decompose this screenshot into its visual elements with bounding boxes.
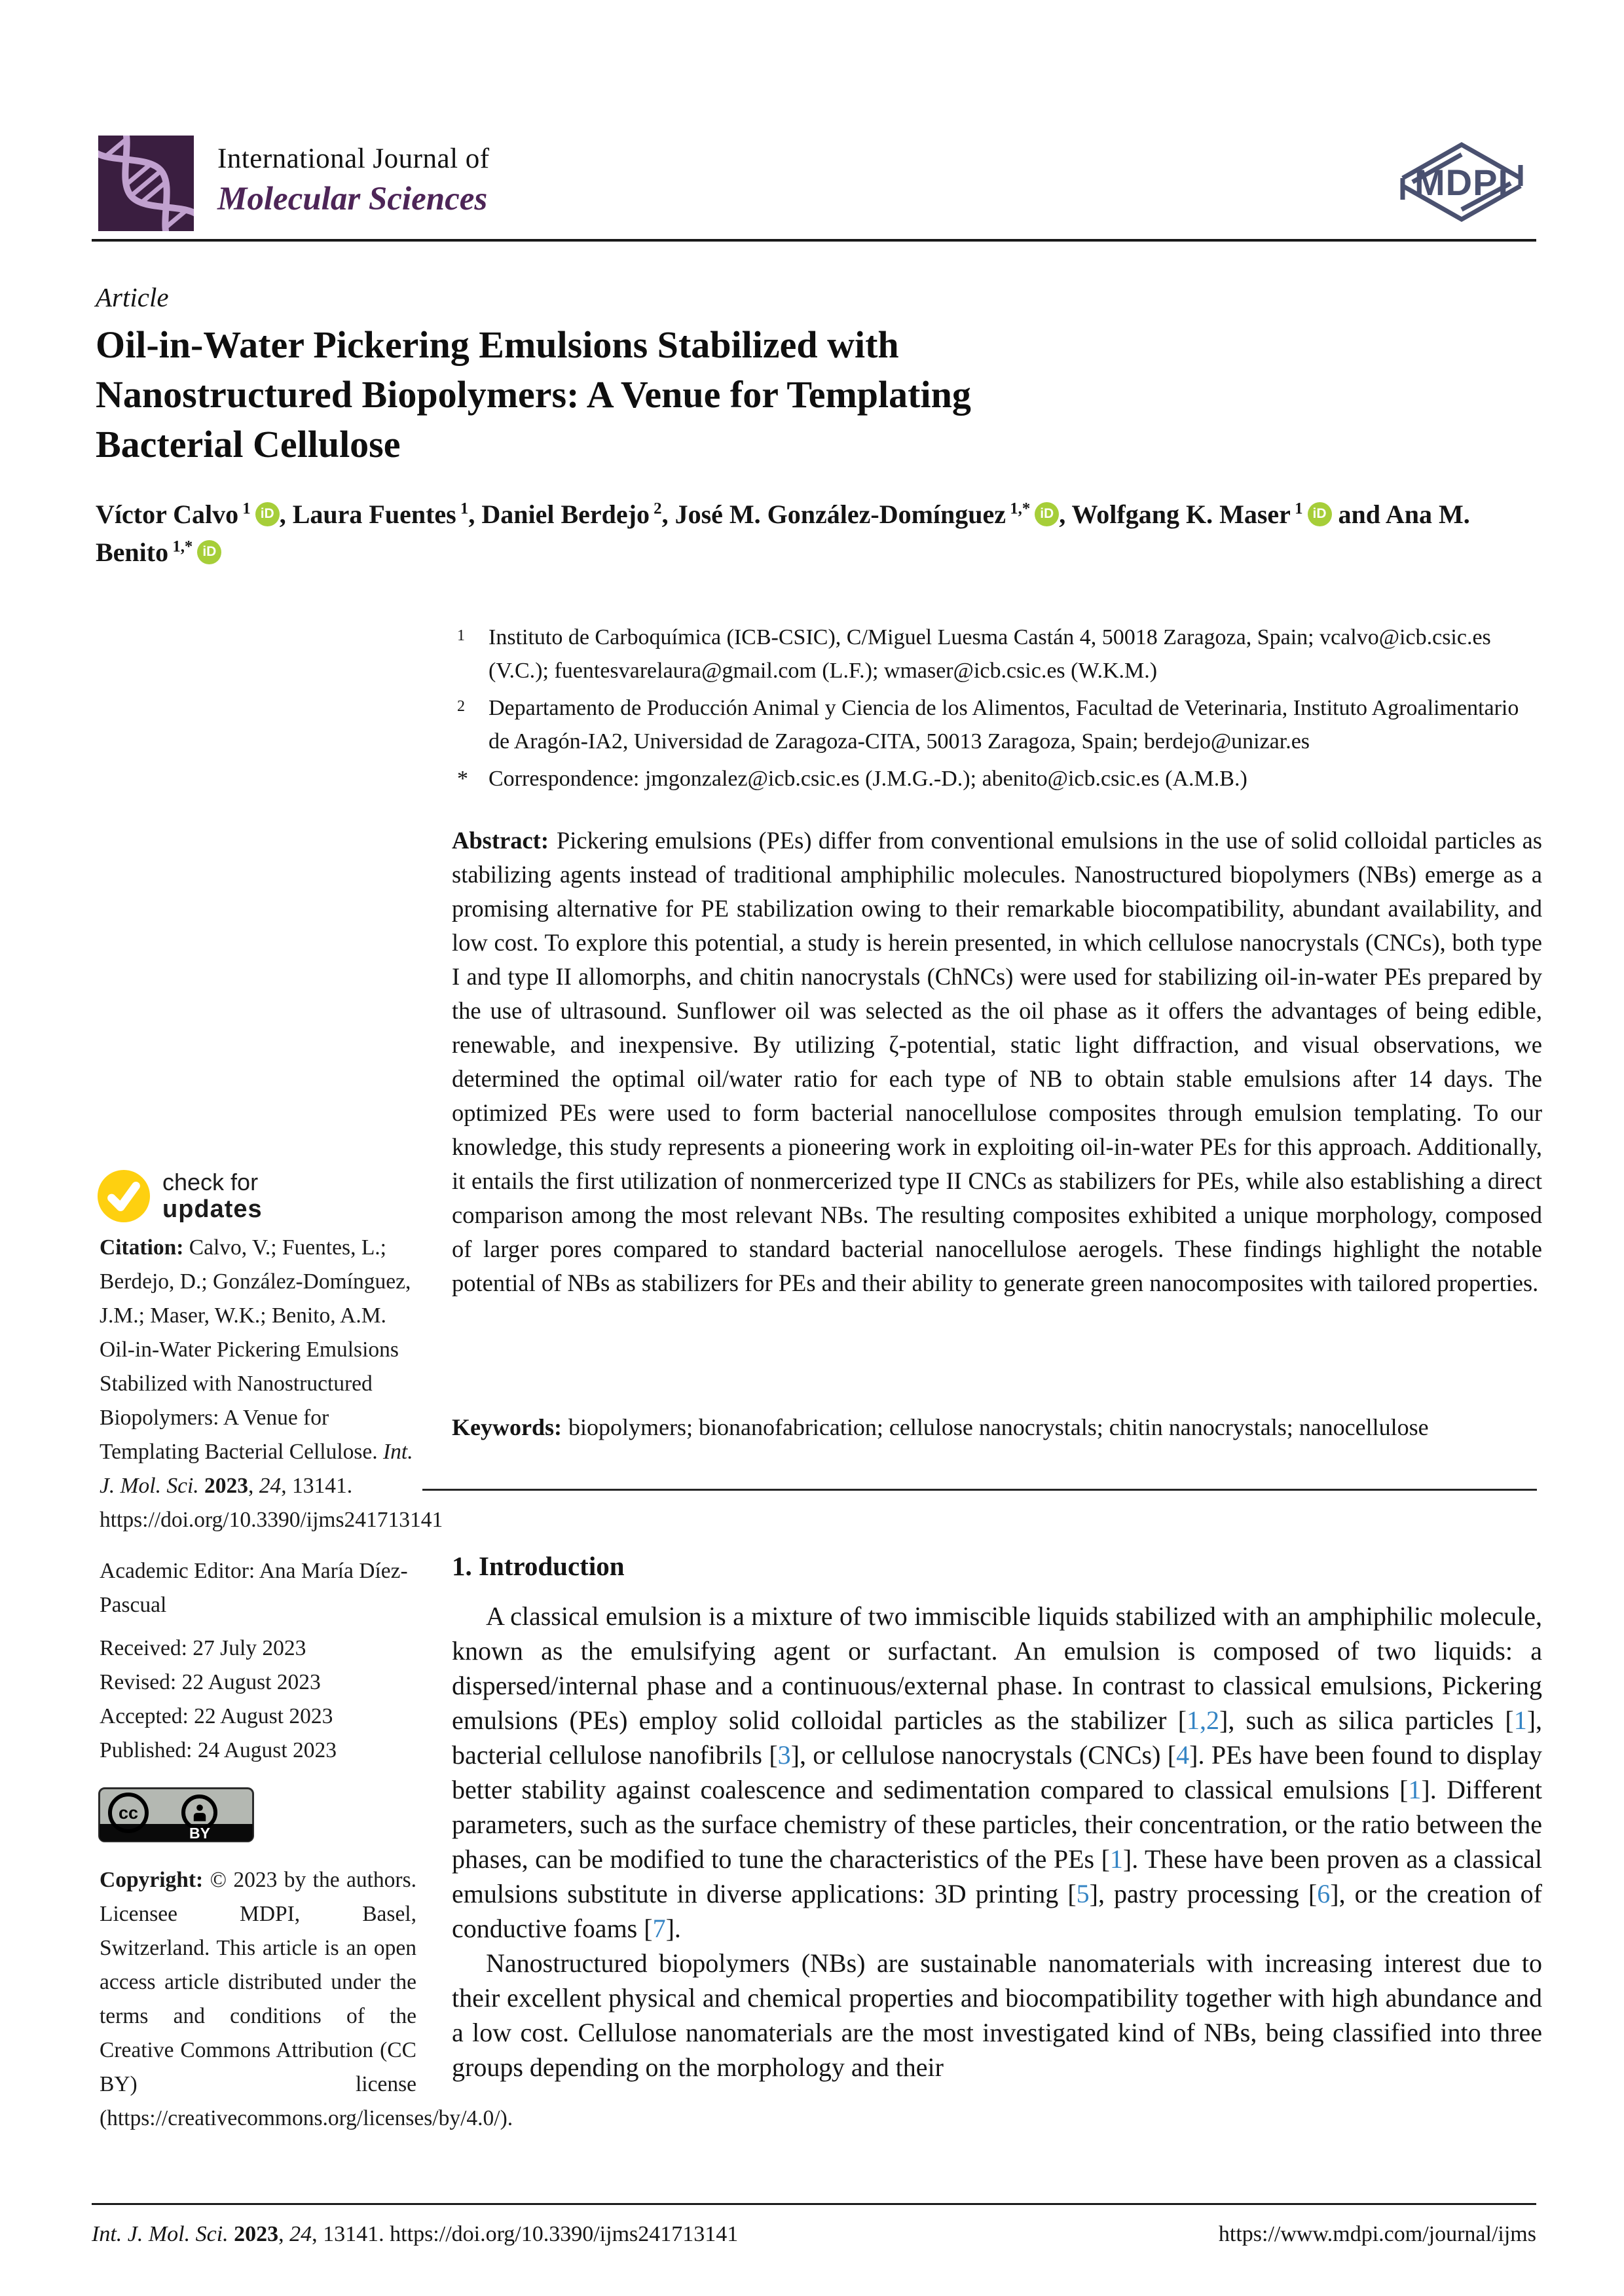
academic-editor: Academic Editor: Ana María Díez-Pascual	[100, 1559, 408, 1617]
affiliation-marker: 1	[238, 500, 251, 518]
reference-link[interactable]: 5	[1076, 1879, 1090, 1908]
affiliation-marker: 2	[649, 500, 662, 518]
affiliations	[452, 621, 1542, 799]
keywords-text: biopolymers; bionanofabrication; cellulose nanocrystals; chitin nanocrystals; nanocellulose	[568, 1414, 1429, 1440]
affiliation-row	[452, 621, 1542, 687]
check-for-updates-text	[162, 1169, 263, 1223]
cc-license-badge[interactable]	[98, 1787, 254, 1842]
citation-block[interactable]: Citation: Calvo, V.; Fuentes, L.; Berdejo, D.; González-Domínguez, J.M.; Maser, W.K.; Benito, A.M. Oil-in-Water Pickering Emulsions Stabilized with Nanostructured Biopolymers: A Venue for Templating Bacterial Cellulose. Int. J. Mol. Sci. 2023, 24, 13141. https://doi.org/10.3390/ijms241713141	[100, 1235, 443, 1532]
body-paragraph: Nanostructured biopolymers (NBs) are sustainable nanomaterials with increasing interest due to their excellent physical and chemical properties and biocompatibility together with high abundance and a low cost. Cellulose nanomaterials are the most investigated kind of NBs, being classified into three groups depending on the morphology and their	[452, 1948, 1542, 2082]
affiliation-marker: 1	[457, 627, 465, 644]
author-name: Víctor Calvo	[96, 500, 239, 529]
reference-link[interactable]: 4	[1176, 1740, 1190, 1770]
header-divider	[92, 239, 1536, 242]
check-for-updates-badge[interactable]	[97, 1169, 263, 1223]
author-name: Ana M. Benito	[96, 500, 1470, 567]
introduction-body	[452, 1599, 1542, 2085]
affiliation-marker: 1	[456, 500, 469, 518]
affiliation-text: Departamento de Producción Animal y Ciencia de los Alimentos, Facultad de Veterinaria, Instituto Agroalimentario de Aragón-IA2, Universidad de Zaragoza-CITA, 50013 Zaragoza, Spain; berdejo@unizar.es	[489, 696, 1519, 754]
updates-label: updates	[162, 1195, 263, 1223]
mdpi-hexagon-icon	[1392, 136, 1532, 229]
mdpi-logo[interactable]	[1392, 136, 1532, 229]
reference-link[interactable]: 1	[1408, 1775, 1422, 1804]
orcid-icon[interactable]: iD	[1308, 502, 1332, 526]
reference-link[interactable]: 7	[652, 1914, 666, 1943]
reference-link[interactable]: 1,2	[1187, 1705, 1220, 1735]
history-date-line: Accepted: 22 August 2023	[100, 1704, 333, 1728]
history-date-line: Received: 27 July 2023	[100, 1636, 306, 1660]
footer-doi-link[interactable]: Int. J. Mol. Sci. 2023, 24, 13141. https://doi.org/10.3390/ijms241713141	[92, 2222, 739, 2246]
author-name: José M. González-Domínguez	[674, 500, 1006, 529]
reference-link[interactable]: 1	[1513, 1705, 1527, 1735]
cc-by-label: BY	[189, 1825, 210, 1842]
affiliation-marker: 1,*	[168, 538, 193, 556]
reference-link[interactable]: 6	[1317, 1879, 1331, 1908]
affiliation-marker: 1	[1290, 500, 1303, 518]
reference-link[interactable]: 3	[777, 1740, 791, 1770]
keywords	[452, 1410, 1552, 1444]
body-paragraph: A classical emulsion is a mixture of two immiscible liquids stabilized with an amphiphilic molecule, known as the emulsifying agent or surfactant. An emulsion is composed of two liquids: a dispersed/internal phase and a continuous/external phase. In contrast to classical emulsions, Pickering emulsions (PEs) employ solid colloidal particles as the stabilizer [1,2], such as silica particles [1], bacterial cellulose nanofibrils [3], or cellulose nanocrystals (CNCs) [4]. PEs have been found to display better stability against coalescence and sedimentation compared to classical emulsions [1]. Different parameters, such as the surface chemistry of these particles, their concentration, or the ratio between the phases, can be modified to tune the characteristics of the PEs [1]. These have been proven as a classical emulsions substitute in diverse applications: 3D printing [5], pastry processing [6], or the creation of conductive foams [7].	[452, 1601, 1543, 1943]
author-name: Daniel Berdejo	[481, 500, 650, 529]
author-name: Wolfgang K. Maser	[1071, 500, 1291, 529]
journal-name-line2: Molecular Sciences	[217, 181, 488, 217]
history-dates	[100, 1631, 416, 1768]
journal-logo	[98, 136, 194, 231]
checkmark-icon	[97, 1169, 151, 1223]
abstract-text: Pickering emulsions (PEs) differ from conventional emulsions in the use of solid colloidal particles as stabilizing agents instead of traditional amphiphilic molecules. Nanostructured biopolymers (NBs) emerge as a promising alternative for PE stabilization owing to their remarkable biocompatibility, abundant availability, and low cost. To explore this potential, a study is herein presented, in which cellulose nanocrystals (CNCs), both type I and type II allomorphs, and chitin nanocrystals (ChNCs) were used for stabilizing oil-in-water PEs prepared by the use of ultrasound. Sunflower oil was selected as the oil phase as it offers the advantages of being edible, renewable, and inexpensive. By utilizing ζ-potential, static light diffraction, and visual observations, we determined the optimal oil/water ratio for each type of NB to obtain stable emulsions after 14 days. The optimized PEs were used to form bacterial nanocellulose composites through emulsion templating. To our knowledge, this study represents a pioneering work in exploiting oil-in-water PEs for this approach. Additionally, it entails the first utilization of nonmercerized type II CNCs as stabilizers for PEs, while also establishing a direct comparison among the most relevant NBs. The resulting composites exhibited a unique morphology, composed of larger pores compared to standard bacterial nanocellulose aerogels. These findings highlight the notable potential of NBs as stabilizers for PEs and their ability to generate green nanocomposites with tailored properties.	[452, 827, 1542, 1296]
keywords-label: Keywords:	[452, 1414, 562, 1440]
reference-link[interactable]: 1	[1109, 1844, 1123, 1874]
authors-line: Víctor Calvo $^1$ iD , Laura Fuentes $^1$, Daniel Berdejo $^2$, José M. González-Domínguez $^{1,*}$ iD , Wolfgang K. Maser $^1$ iD and Ana M. Benito $^{1,*}$ iD	[96, 500, 1470, 567]
orcid-icon[interactable]: iD	[197, 540, 221, 564]
history-date-line: Revised: 22 August 2023	[100, 1670, 321, 1694]
affiliation-row	[452, 762, 1542, 795]
abstract	[452, 824, 1542, 1300]
affiliation-text: Correspondence: jmgonzalez@icb.csic.es (J.M.G.-D.); abenito@icb.csic.es (A.M.B.)	[489, 767, 1247, 791]
footer-journal-link[interactable]: https://www.mdpi.com/journal/ijms	[1218, 2222, 1536, 2246]
section-heading-introduction: 1. Introduction	[452, 1551, 625, 1581]
affiliation-marker: *	[457, 767, 468, 791]
section-divider	[422, 1489, 1537, 1491]
check-for-label: check for	[162, 1169, 259, 1195]
orcid-icon[interactable]: iD	[1035, 502, 1059, 526]
footer-divider	[92, 2203, 1536, 2205]
article-type-label: Article	[96, 282, 169, 312]
paper-title-line: Nanostructured Biopolymers: A Venue for Templating	[96, 373, 971, 416]
affiliation-row	[452, 691, 1542, 758]
abstract-label: Abstract:	[452, 827, 549, 854]
affiliation-marker: 1,*	[1006, 500, 1031, 518]
affiliation-marker: 2	[457, 698, 465, 715]
mdpi-logo-text: MDPI	[1414, 162, 1509, 203]
paper-title	[96, 320, 1504, 469]
paper-title-line: Bacterial Cellulose	[96, 423, 401, 465]
author-name: Laura Fuentes	[292, 500, 456, 529]
journal-name-line1: International Journal of	[217, 143, 490, 174]
journal-name	[217, 143, 490, 218]
paper-title-line: Oil-in-Water Pickering Emulsions Stabilized with	[96, 323, 899, 366]
copyright-notice: Copyright: © 2023 by the authors. Licensee MDPI, Basel, Switzerland. This article is an open access article distributed under the terms and conditions of the Creative Commons Attribution (CC BY) license (https://creativecommons.org/licenses/by/4.0/).	[100, 1868, 513, 2130]
dna-helix-icon	[98, 136, 194, 231]
history-date-line: Published: 24 August 2023	[100, 1738, 337, 1762]
affiliation-text: Instituto de Carboquímica (ICB-CSIC), C/Miguel Luesma Castán 4, 50018 Zaragoza, Spain; vcalvo@icb.csic.es (V.C.); fuentesvarelaura@gmail.com (L.F.); wmaser@icb.csic.es (W.K.M.)	[489, 625, 1491, 683]
orcid-icon[interactable]: iD	[255, 502, 280, 526]
cc-icon: cc	[108, 1793, 149, 1833]
